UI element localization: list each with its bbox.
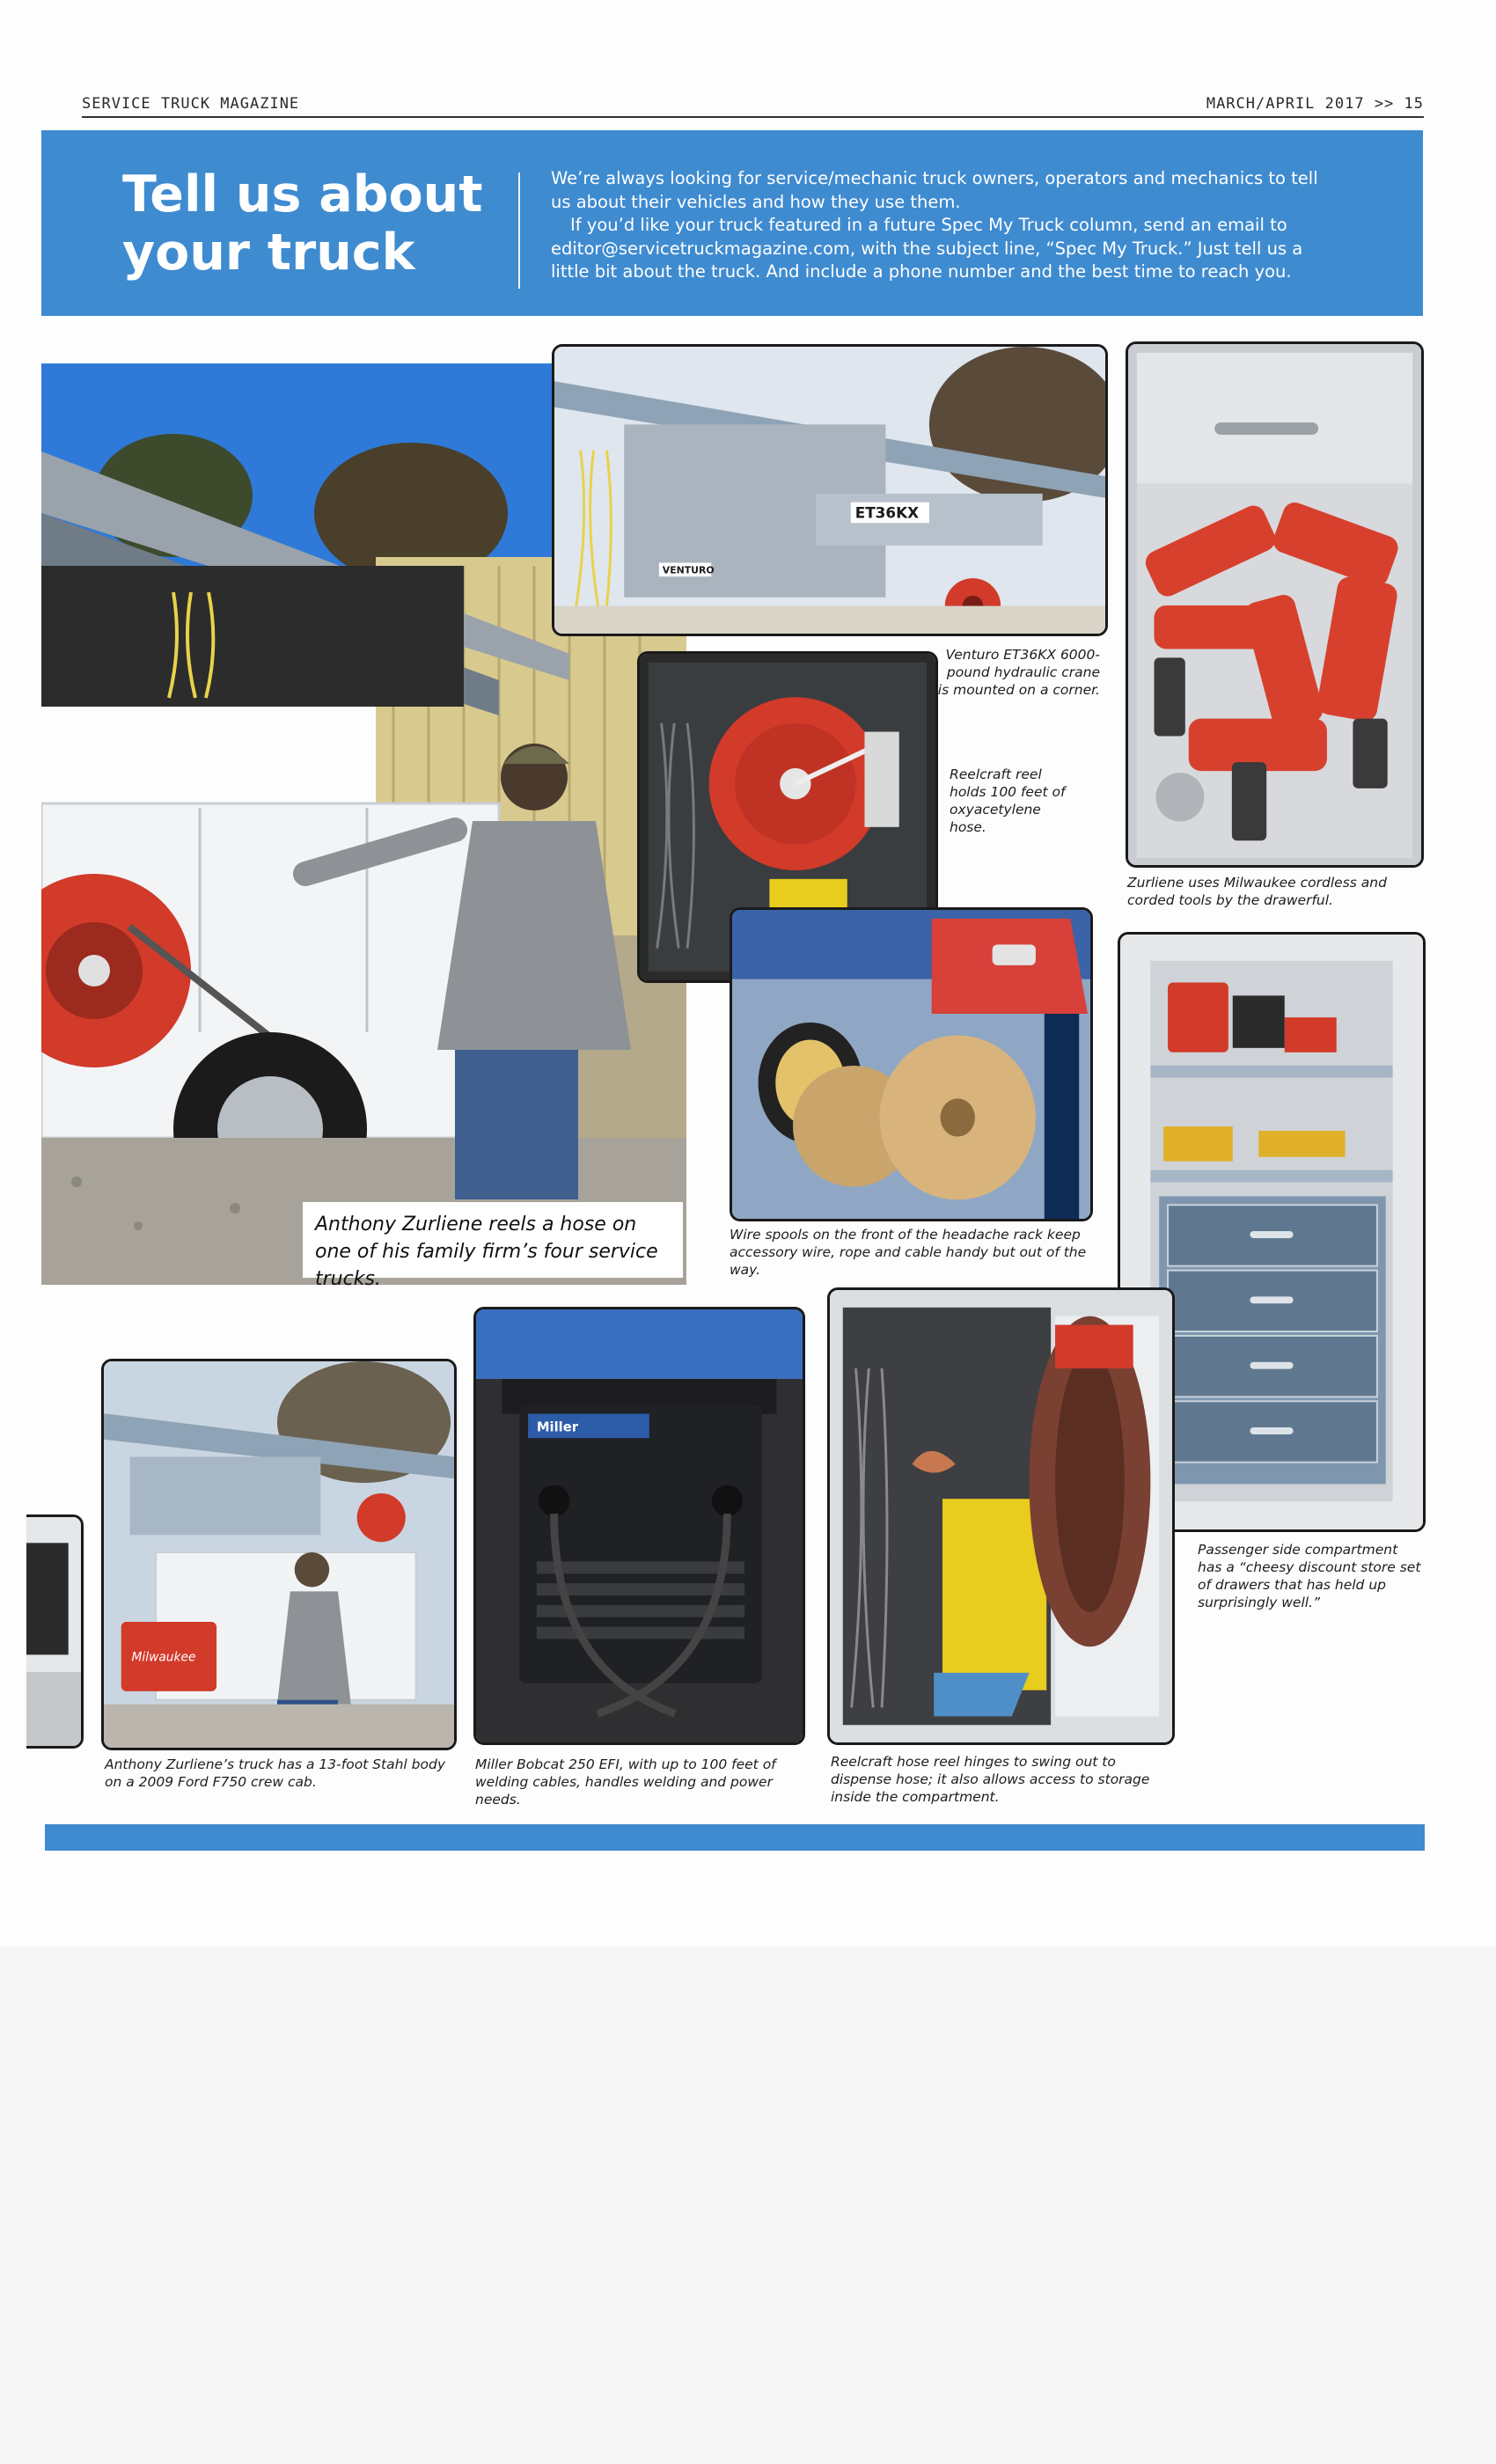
caption-truck: Anthony Zurliene’s truck has a 13-foot Stahl body on a 2009 Ford F750 crew cab. xyxy=(105,1756,445,1790)
banner-title-line1: Tell us about xyxy=(122,165,483,224)
photo-miller-welder xyxy=(473,1307,805,1745)
running-head-issue-page: MARCH/APRIL 2017 >> 15 xyxy=(1206,95,1424,113)
banner-paragraph-2: If you’d like your truck featured in a future Spec My Truck column, send an email to editor@servicetruckmagazine.com, with the subject line, “Spec My Truck.” Just tell us a little bit about the truck. And include a phone number and the best time to reach you. xyxy=(551,215,1303,282)
crane-brand-label: VENTURO xyxy=(662,564,715,576)
bottom-accent-bar xyxy=(45,1824,1425,1851)
banner-title-line2: your truck xyxy=(122,224,415,282)
header-rule xyxy=(82,116,1424,118)
crane-model-label: ET36KX xyxy=(854,503,920,522)
running-head-publication: SERVICE TRUCK MAGAZINE xyxy=(82,95,300,113)
case-brand-label: Milwaukee xyxy=(131,1650,196,1665)
photo-crane xyxy=(552,344,1108,636)
photo-reelcraft-hinge xyxy=(827,1287,1175,1745)
photo-milwaukee-tools xyxy=(1126,341,1424,868)
caption-passenger: Passenger side compartment has a “cheesy discount store set of drawers that has held up surprisingly well.” xyxy=(1198,1542,1421,1610)
tell-us-banner xyxy=(41,130,1423,316)
welder-brand-label: Miller xyxy=(536,1419,579,1435)
caption-spools: Wire spools on the front of the headache rack keep accessory wire, rope and cable handy but out of the way. xyxy=(730,1227,1087,1278)
hero-caption: Anthony Zurliene reels a hose on one of his family firm’s four service trucks. xyxy=(303,1202,683,1278)
caption-hinge: Reelcraft hose reel hinges to swing out to dispense hose; it also allows access to storage inside the compartment. xyxy=(831,1754,1150,1805)
caption-welder: Miller Bobcat 250 EFI, with up to 100 feet of welding cables, handles welding and power needs. xyxy=(475,1756,776,1808)
banner-body xyxy=(551,167,1343,284)
caption-reel: Reelcraft reel holds 100 feet of oxyacetylene hose. xyxy=(950,766,1066,835)
photo-partial-edge xyxy=(26,1514,84,1749)
photo-wire-spools xyxy=(730,907,1093,1221)
caption-tools: Zurliene uses Milwaukee cordless and corded tools by the drawerful. xyxy=(1127,875,1387,908)
photo-stahl-truck-body xyxy=(101,1359,457,1750)
caption-crane: Venturo ET36KX 6000-pound hydraulic crane is mounted on a corner. xyxy=(937,647,1100,698)
scan-margin xyxy=(0,1947,1496,2464)
banner-paragraph-1: We’re always looking for service/mechanic truck owners, operators and mechanics to tell us about their vehicles and how they use them. xyxy=(551,168,1318,212)
banner-divider xyxy=(518,172,520,289)
banner-title xyxy=(122,165,510,282)
